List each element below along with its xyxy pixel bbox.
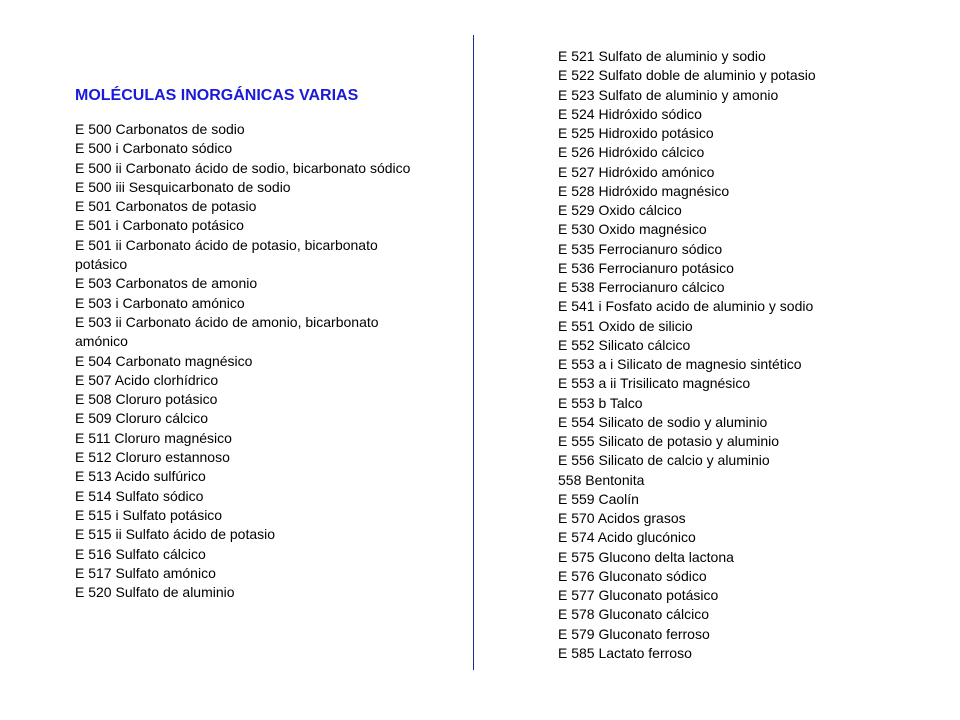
additive-entry: E 529 Oxido cálcico bbox=[558, 202, 682, 218]
additive-entry: E 527 Hidróxido amónico bbox=[558, 163, 715, 180]
additive-entry: E 576 Gluconato sódico bbox=[558, 567, 707, 584]
additive-entry: E 504 Carbonato magnésico bbox=[75, 352, 253, 369]
additive-entry: E 575 Glucono delta lactona bbox=[558, 548, 734, 565]
additive-entry: E 517 Sulfato amónico bbox=[75, 564, 216, 581]
additive-entry: E 523 Sulfato de aluminio y amonio bbox=[558, 86, 779, 103]
right-column-list bbox=[558, 47, 888, 663]
additive-entry: E 516 Sulfato cálcico bbox=[75, 545, 206, 562]
additive-entry: E 500 ii Carbonato ácido de sodio, bicarbonato sódico bbox=[75, 159, 411, 176]
additive-entry: E 515 i Sulfato potásico bbox=[75, 506, 223, 523]
additive-entry: E 559 Caolín bbox=[558, 490, 639, 507]
additive-entry: E 535 Ferrocianuro sódico bbox=[558, 240, 723, 257]
additive-entry: E 515 ii Sulfato ácido de potasio bbox=[75, 526, 276, 543]
additive-entry: E 509 Cloruro cálcico bbox=[75, 410, 209, 427]
additive-entry: E 520 Sulfato de aluminio bbox=[75, 584, 235, 601]
additive-entry: E 552 Silicato cálcico bbox=[558, 336, 691, 353]
additive-entry: E 536 Ferrocianuro potásico bbox=[558, 259, 734, 276]
additive-entry: E 507 Acido clorhídrico bbox=[75, 371, 219, 388]
additive-entry: E 553 a i Silicato de magnesio sintético bbox=[558, 356, 802, 372]
additive-entry: E 526 Hidróxido cálcico bbox=[558, 144, 705, 161]
additive-entry: E 503 ii Carbonato ácido de amonio, bicarbonato amónico bbox=[75, 313, 379, 350]
additive-entry: E 500 Carbonatos de sodio bbox=[75, 121, 245, 137]
additive-entry: E 521 Sulfato de aluminio y sodio bbox=[558, 48, 766, 64]
additive-entry: 558 Bentonita bbox=[558, 471, 645, 488]
additive-entry: E 503 Carbonatos de amonio bbox=[75, 275, 258, 292]
additive-entry: E 501 Carbonatos de potasio bbox=[75, 198, 257, 215]
additive-entry: E 514 Sulfato sódico bbox=[75, 487, 204, 504]
additive-entry: E 551 Oxido de silicio bbox=[558, 317, 693, 334]
additive-entry: E 500 i Carbonato sódico bbox=[75, 140, 233, 157]
additive-entry: E 554 Silicato de sodio y aluminio bbox=[558, 413, 768, 430]
additive-entry: E 525 Hidroxido potásico bbox=[558, 125, 714, 141]
additive-entry: E 524 Hidróxido sódico bbox=[558, 105, 702, 122]
additive-entry: E 574 Acido glucónico bbox=[558, 529, 696, 546]
additive-entry: E 570 Acidos grasos bbox=[558, 510, 686, 526]
additive-entry: E 503 i Carbonato amónico bbox=[75, 294, 245, 311]
additive-entry: E 538 Ferrocianuro cálcico bbox=[558, 279, 725, 295]
additive-entry: E 553 b Talco bbox=[558, 394, 643, 411]
additive-entry: E 553 a ii Trisilicato magnésico bbox=[558, 375, 751, 392]
additive-entry: E 530 Oxido magnésico bbox=[558, 221, 707, 238]
additive-entry: E 501 i Carbonato potásico bbox=[75, 217, 244, 234]
additive-entry: E 522 Sulfato doble de aluminio y potasio bbox=[558, 67, 816, 84]
additive-entry: E 556 Silicato de calcio y aluminio bbox=[558, 452, 770, 469]
additive-entry: E 555 Silicato de potasio y aluminio bbox=[558, 433, 780, 449]
column-divider bbox=[473, 35, 474, 670]
additive-entry: E 511 Cloruro magnésico bbox=[75, 429, 232, 446]
left-column-list bbox=[75, 120, 415, 602]
additive-entry: E 577 Gluconato potásico bbox=[558, 587, 719, 603]
section-title: MOLÉCULAS INORGÁNICAS VARIAS bbox=[75, 87, 359, 104]
additive-entry: E 528 Hidróxido magnésico bbox=[558, 182, 730, 199]
additive-entry: E 585 Lactato ferroso bbox=[558, 644, 692, 661]
additive-entry: E 508 Cloruro potásico bbox=[75, 391, 218, 408]
additive-entry: E 541 i Fosfato acido de aluminio y sodio bbox=[558, 298, 814, 315]
additive-entry: E 512 Cloruro estannoso bbox=[75, 449, 230, 466]
additive-entry: E 501 ii Carbonato ácido de potasio, bicarbonato potásico bbox=[75, 236, 378, 273]
additive-entry: E 579 Gluconato ferroso bbox=[558, 625, 710, 642]
additive-entry: E 578 Gluconato cálcico bbox=[558, 606, 709, 623]
additive-entry: E 513 Acido sulfúrico bbox=[75, 468, 206, 485]
additive-entry: E 500 iii Sesquicarbonato de sodio bbox=[75, 178, 291, 195]
